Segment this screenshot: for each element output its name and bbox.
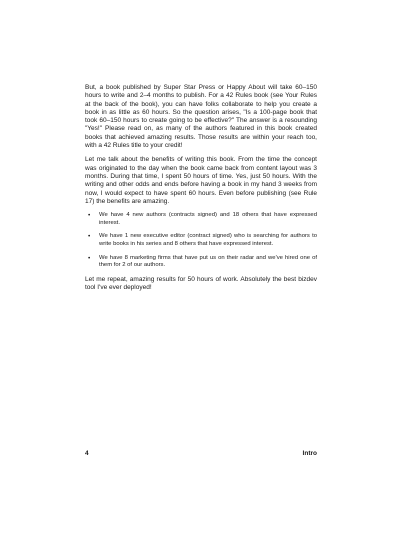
closing-paragraph: Let me repeat, amazing results for 50 hours of work. Absolutely the best bizdev tool I've ever deployed! <box>85 275 317 292</box>
page-body <box>85 84 317 298</box>
list-item-text: We have 8 marketing firms that have put us on their radar and we've hired one of them for 2 of our authors. <box>99 254 317 269</box>
list-item-text: We have 4 new authors (contracts signed) and 18 others that have expressed interest. <box>99 212 317 226</box>
body-paragraph: Let me talk about the benefits of writing this book. From the time the concept was originated to the day when the book came back from content layout was 3 months. During that time, I spent 50 hours of time. Yes, just 50 hours. With the writing and other odds and ends before having a book in my hand 3 weeks from now, I would expect to have spent 60 hours. Even before publishing (see Rule 17) the benefits are amazing. <box>85 156 317 205</box>
body-paragraph: But, a book published by Super Star Press or Happy About will take 60–150 hours to write and 2–4 months to publish. For a 42 Rules book (see Your Rules at the back of the book), you can have folks collaborate to help you create a book in as little as 60 hours. So the question arises, "Is a 100-page book that took 60–150 hours to create going to be effective?" The answer is a resounding "Yes!" Please read on, as many of the authors featured in this book created books that achieved amazing results. Those results are within your reach too, with a 42 Rules title to your credit! <box>85 84 317 150</box>
list-item <box>85 212 317 227</box>
bullet-icon: • <box>88 233 91 241</box>
list-item <box>85 233 317 248</box>
bullet-icon: • <box>88 212 91 220</box>
list-item <box>85 255 317 270</box>
bullet-icon: • <box>88 254 91 262</box>
page-number: 4 <box>85 450 89 457</box>
list-item-text: We have 1 new executive editor (contract signed) who is searching for authors to write books in his series and 8 others that have expressed interest. <box>99 233 317 247</box>
benefits-list <box>85 212 317 270</box>
section-name: Intro <box>302 450 317 457</box>
